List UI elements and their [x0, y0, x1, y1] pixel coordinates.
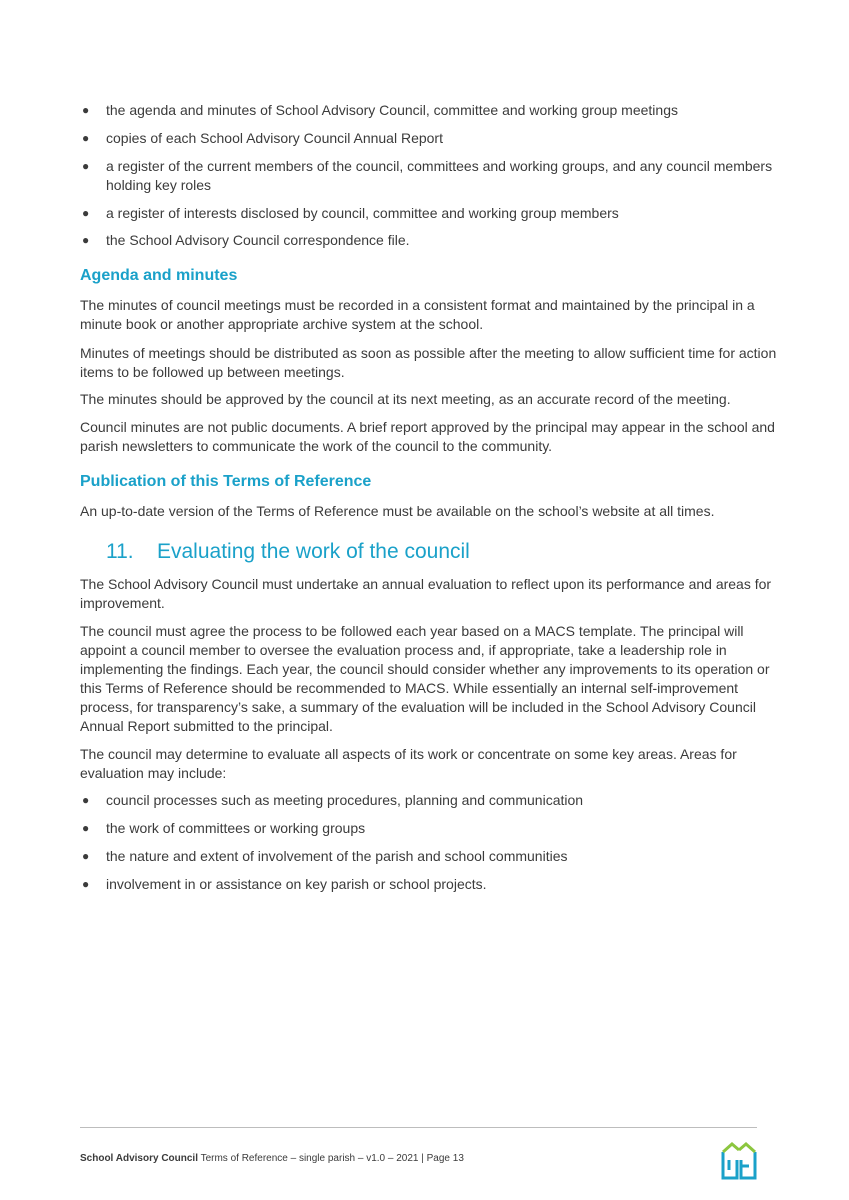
bullet-icon: ●	[82, 877, 90, 891]
macs-logo-icon	[720, 1140, 758, 1180]
list-item: ● copies of each School Advisory Council Annual Report	[82, 130, 443, 146]
agenda-paragraph: Minutes of meetings should be distributed as soon as possible after the meeting to allow sufficient time for action items to be followed up between meetings.	[80, 345, 777, 380]
list-item: ● the work of committees or working groups	[82, 820, 366, 836]
section-number: 11.	[106, 540, 134, 563]
section-paragraph: The School Advisory Council must undertake an annual evaluation to reflect upon its performance and areas for improvement.	[80, 576, 772, 611]
bullet-icon: ●	[82, 159, 90, 173]
bullet-icon: ●	[82, 103, 90, 117]
bullet-icon: ●	[82, 793, 90, 807]
agenda-paragraph: Council minutes are not public documents. A brief report approved by the principal may appear in the school and parish newsletters to communicate the work of the council to the community.	[80, 419, 775, 454]
list-item: ● the School Advisory Council correspondence file.	[82, 232, 410, 248]
list-item: ● the nature and extent of involvement of the parish and school communities	[82, 848, 568, 864]
section-paragraph: The council may determine to evaluate all aspects of its work or concentrate on some key areas. Areas for evaluation may include:	[80, 746, 737, 781]
list-item: ● a register of the current members of the council, committees and working groups, and any council members holding key roles	[82, 158, 773, 193]
bullet-icon: ●	[82, 821, 90, 835]
footer-doc-info: Terms of Reference – single parish – v1.0 – 2021 | Page 13	[197, 1153, 464, 1164]
footer-text	[80, 1153, 464, 1164]
bullet-icon: ●	[82, 233, 90, 247]
list-item: ● council processes such as meeting procedures, planning and communication	[82, 792, 584, 808]
agenda-paragraph: The minutes of council meetings must be recorded in a consistent format and maintained by the principal in a minute book or another appropriate archive system at the school.	[80, 297, 755, 332]
section-heading	[106, 539, 470, 565]
footer-org-name: School Advisory Council	[80, 1153, 198, 1164]
list-item: ● involvement in or assistance on key parish or school projects.	[82, 876, 487, 892]
footer-divider	[80, 1127, 757, 1128]
list-item: ● a register of interests disclosed by council, committee and working group members	[82, 205, 619, 221]
section-paragraph: The council must agree the process to be followed each year based on a MACS template. The principal will appoint a council member to oversee the evaluation process and, if appropriate, take a leadership role in implementing the findings. Each year, the council should consider whether any improvements to its operation or this Terms of Reference should be recommended to MACS. While essentially an internal self-improvement process, for transparency’s sake, a summary of the evaluation will be included in the School Advisory Council Annual Report submitted to the principal.	[80, 623, 770, 734]
publication-paragraph: An up-to-date version of the Terms of Reference must be available on the school’s website at all times.	[80, 503, 715, 519]
section-title: Evaluating the work of the council	[157, 540, 470, 563]
agenda-paragraph: The minutes should be approved by the council at its next meeting, as an accurate record of the meeting.	[80, 391, 731, 407]
bullet-icon: ●	[82, 131, 90, 145]
publication-heading: Publication of this Terms of Reference	[80, 473, 372, 490]
agenda-heading: Agenda and minutes	[80, 267, 238, 284]
bullet-icon: ●	[82, 206, 90, 220]
list-item: ● the agenda and minutes of School Advisory Council, committee and working group meetings	[82, 102, 678, 118]
bullet-icon: ●	[82, 849, 90, 863]
